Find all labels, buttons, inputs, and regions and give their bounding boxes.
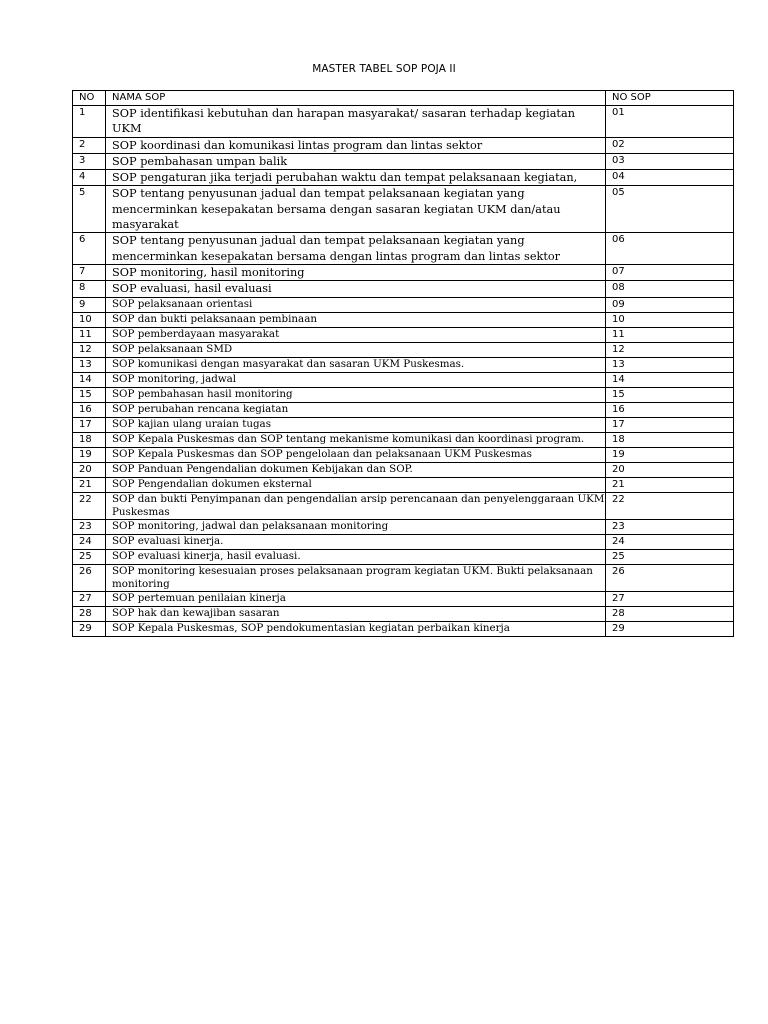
row-number-cell: 24 xyxy=(73,534,106,549)
sop-name-cell: SOP evaluasi, hasil evaluasi xyxy=(106,281,606,297)
row-number-cell: 14 xyxy=(73,372,106,387)
table-row xyxy=(73,621,734,636)
row-number-cell: 28 xyxy=(73,606,106,621)
sop-code-cell: 25 xyxy=(606,549,734,564)
sop-name-cell: SOP Kepala Puskesmas dan SOP pengelolaan dan pelaksanaan UKM Puskesmas xyxy=(106,447,606,462)
table-row xyxy=(73,312,734,327)
sop-name-cell: SOP pertemuan penilaian kinerja xyxy=(106,591,606,606)
row-number-cell: 29 xyxy=(73,621,106,636)
sop-name-cell: SOP kajian ulang uraian tugas xyxy=(106,417,606,432)
sop-name-cell: SOP pengaturan jika terjadi perubahan waktu dan tempat pelaksanaan kegiatan, xyxy=(106,170,606,186)
header-no-sop: NO SOP xyxy=(606,91,734,106)
table-header-row xyxy=(73,91,734,106)
sop-code-cell: 16 xyxy=(606,402,734,417)
row-number-cell: 27 xyxy=(73,591,106,606)
sop-name-cell: SOP pelaksanaan SMD xyxy=(106,342,606,357)
row-number-cell: 22 xyxy=(73,492,106,519)
sop-code-cell: 29 xyxy=(606,621,734,636)
row-number-cell: 19 xyxy=(73,447,106,462)
sop-code-cell: 05 xyxy=(606,186,734,233)
sop-code-cell: 02 xyxy=(606,137,734,153)
table-row xyxy=(73,137,734,153)
table-row xyxy=(73,233,734,265)
sop-code-cell: 14 xyxy=(606,372,734,387)
sop-name-cell: SOP Pengendalian dokumen eksternal xyxy=(106,477,606,492)
sop-code-cell: 20 xyxy=(606,462,734,477)
sop-name-cell: SOP pelaksanaan orientasi xyxy=(106,297,606,312)
row-number-cell: 18 xyxy=(73,432,106,447)
sop-name-cell: SOP evaluasi kinerja. xyxy=(106,534,606,549)
row-number-cell: 10 xyxy=(73,312,106,327)
row-number-cell: 9 xyxy=(73,297,106,312)
sop-code-cell: 12 xyxy=(606,342,734,357)
sop-name-cell: SOP tentang penyusunan jadual dan tempat pelaksanaan kegiatan yang mencerminkan kesepakatan bersama dengan lintas program dan lintas sektor xyxy=(106,233,606,265)
sop-name-cell: SOP Kepala Puskesmas dan SOP tentang mekanisme komunikasi dan koordinasi program. xyxy=(106,432,606,447)
row-number-cell: 6 xyxy=(73,233,106,265)
sop-name-cell: SOP monitoring kesesuaian proses pelaksanaan program kegiatan UKM. Bukti pelaksanaan monitoring xyxy=(106,564,606,591)
sop-code-cell: 27 xyxy=(606,591,734,606)
row-number-cell: 7 xyxy=(73,264,106,280)
table-row xyxy=(73,591,734,606)
sop-code-cell: 13 xyxy=(606,357,734,372)
row-number-cell: 5 xyxy=(73,186,106,233)
sop-master-table xyxy=(72,90,734,637)
sop-code-cell: 18 xyxy=(606,432,734,447)
sop-code-cell: 22 xyxy=(606,492,734,519)
sop-name-cell: SOP perubahan rencana kegiatan xyxy=(106,402,606,417)
table-row xyxy=(73,447,734,462)
sop-name-cell: SOP Kepala Puskesmas, SOP pendokumentasian kegiatan perbaikan kinerja xyxy=(106,621,606,636)
table-row xyxy=(73,534,734,549)
table-row xyxy=(73,462,734,477)
row-number-cell: 2 xyxy=(73,137,106,153)
table-row xyxy=(73,417,734,432)
row-number-cell: 4 xyxy=(73,170,106,186)
row-number-cell: 15 xyxy=(73,387,106,402)
table-row xyxy=(73,357,734,372)
table-row xyxy=(73,106,734,138)
sop-code-cell: 10 xyxy=(606,312,734,327)
sop-code-cell: 07 xyxy=(606,264,734,280)
table-row xyxy=(73,342,734,357)
sop-name-cell: SOP monitoring, jadwal xyxy=(106,372,606,387)
sop-code-cell: 15 xyxy=(606,387,734,402)
sop-name-cell: SOP pembahasan hasil monitoring xyxy=(106,387,606,402)
sop-code-cell: 17 xyxy=(606,417,734,432)
table-body xyxy=(73,106,734,637)
table-row xyxy=(73,477,734,492)
table-row xyxy=(73,387,734,402)
document-title: MASTER TABEL SOP POJA II xyxy=(312,63,456,75)
row-number-cell: 16 xyxy=(73,402,106,417)
row-number-cell: 13 xyxy=(73,357,106,372)
sop-name-cell: SOP identifikasi kebutuhan dan harapan masyarakat/ sasaran terhadap kegiatan UKM xyxy=(106,106,606,138)
sop-name-cell: SOP dan bukti pelaksanaan pembinaan xyxy=(106,312,606,327)
row-number-cell: 1 xyxy=(73,106,106,138)
sop-code-cell: 04 xyxy=(606,170,734,186)
row-number-cell: 12 xyxy=(73,342,106,357)
header-no: NO xyxy=(73,91,106,106)
row-number-cell: 8 xyxy=(73,281,106,297)
table-row xyxy=(73,264,734,280)
sop-code-cell: 19 xyxy=(606,447,734,462)
sop-code-cell: 09 xyxy=(606,297,734,312)
sop-code-cell: 23 xyxy=(606,519,734,534)
sop-code-cell: 28 xyxy=(606,606,734,621)
sop-name-cell: SOP Panduan Pengendalian dokumen Kebijakan dan SOP. xyxy=(106,462,606,477)
sop-name-cell: SOP dan bukti Penyimpanan dan pengendalian arsip perencanaan dan penyelenggaraan UKM Puskesmas xyxy=(106,492,606,519)
header-nama-sop: NAMA SOP xyxy=(106,91,606,106)
row-number-cell: 3 xyxy=(73,153,106,169)
table-row xyxy=(73,432,734,447)
sop-name-cell: SOP monitoring, jadwal dan pelaksanaan monitoring xyxy=(106,519,606,534)
table-row xyxy=(73,153,734,169)
row-number-cell: 20 xyxy=(73,462,106,477)
row-number-cell: 26 xyxy=(73,564,106,591)
table-row xyxy=(73,327,734,342)
table-row xyxy=(73,549,734,564)
sop-code-cell: 26 xyxy=(606,564,734,591)
sop-name-cell: SOP hak dan kewajiban sasaran xyxy=(106,606,606,621)
sop-code-cell: 03 xyxy=(606,153,734,169)
table-row xyxy=(73,372,734,387)
sop-code-cell: 06 xyxy=(606,233,734,265)
sop-code-cell: 11 xyxy=(606,327,734,342)
sop-name-cell: SOP pemberdayaan masyarakat xyxy=(106,327,606,342)
sop-code-cell: 24 xyxy=(606,534,734,549)
table-row xyxy=(73,170,734,186)
sop-code-cell: 21 xyxy=(606,477,734,492)
sop-code-cell: 01 xyxy=(606,106,734,138)
table-row xyxy=(73,564,734,591)
table-row xyxy=(73,492,734,519)
sop-name-cell: SOP koordinasi dan komunikasi lintas program dan lintas sektor xyxy=(106,137,606,153)
table-row xyxy=(73,186,734,233)
table-row xyxy=(73,606,734,621)
row-number-cell: 25 xyxy=(73,549,106,564)
sop-name-cell: SOP pembahasan umpan balik xyxy=(106,153,606,169)
table-row xyxy=(73,402,734,417)
sop-name-cell: SOP tentang penyusunan jadual dan tempat pelaksanaan kegiatan yang mencerminkan kesepakatan bersama dengan sasaran kegiatan UKM dan/atau masyarakat xyxy=(106,186,606,233)
row-number-cell: 21 xyxy=(73,477,106,492)
sop-name-cell: SOP komunikasi dengan masyarakat dan sasaran UKM Puskesmas. xyxy=(106,357,606,372)
table-row xyxy=(73,519,734,534)
sop-code-cell: 08 xyxy=(606,281,734,297)
sop-name-cell: SOP monitoring, hasil monitoring xyxy=(106,264,606,280)
table-row xyxy=(73,281,734,297)
row-number-cell: 17 xyxy=(73,417,106,432)
row-number-cell: 23 xyxy=(73,519,106,534)
row-number-cell: 11 xyxy=(73,327,106,342)
table-row xyxy=(73,297,734,312)
sop-name-cell: SOP evaluasi kinerja, hasil evaluasi. xyxy=(106,549,606,564)
